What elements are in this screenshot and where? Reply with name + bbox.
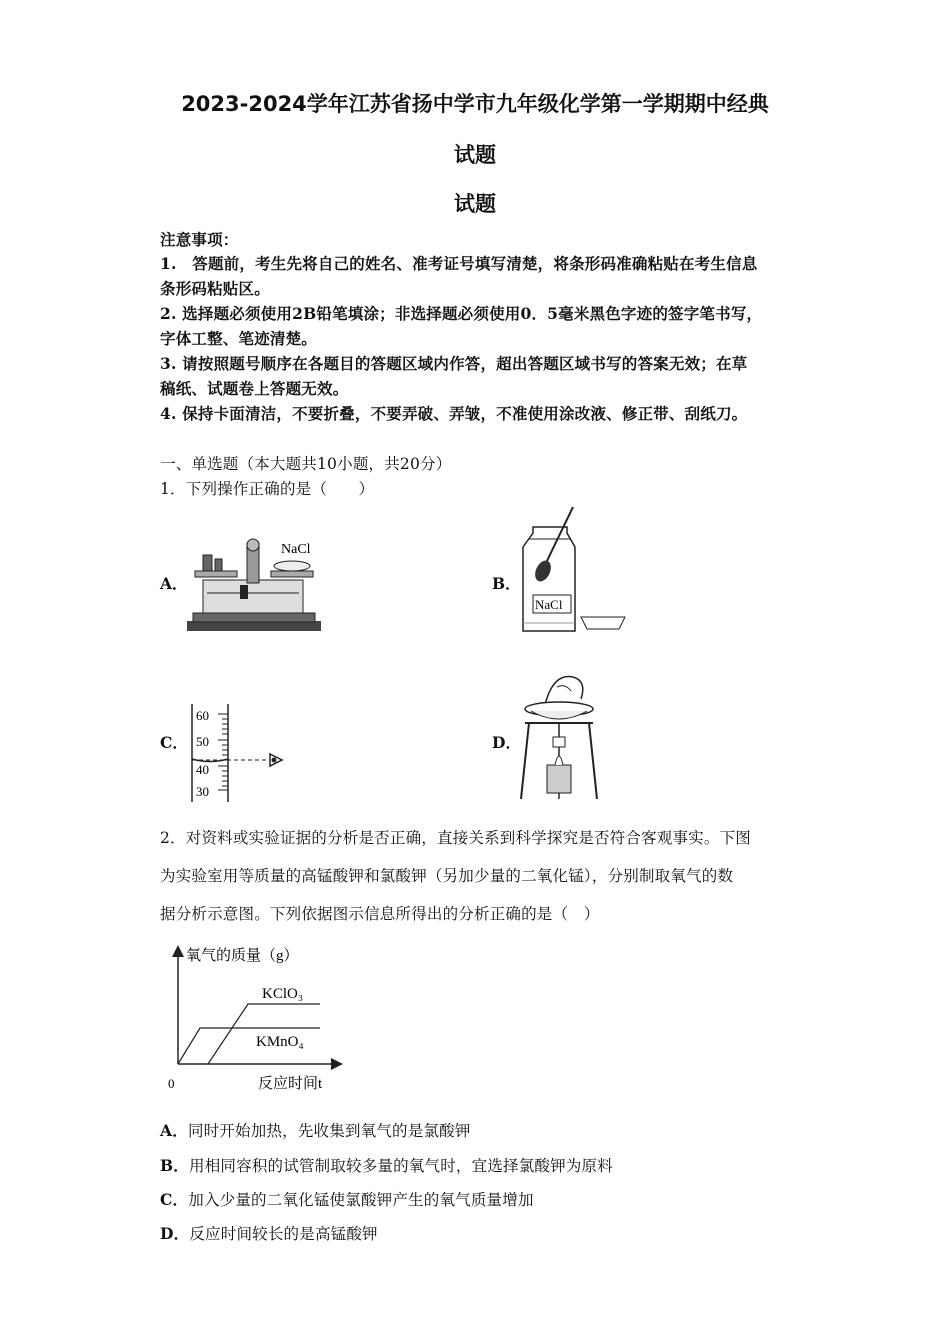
q1-option-a-label: A． [160,574,188,593]
nacl-label-a: NaCl [281,542,311,557]
q2-option-b: B．用相同容积的试管制取较多量的氧气时，宜选择氯酸钾为原料 [160,1156,613,1175]
q2-stem-line: 为实验室用等质量的高锰酸钾和氯酸钾（另加少量的二氧化锰），分别制取氧气的数 [160,867,734,885]
cylinder-figure [188,702,298,804]
q2-option-d: D．反应时间较长的是高锰酸钾 [160,1224,378,1243]
chart-ylabel: 氧气的质量（g） [186,948,299,964]
q1-option-d-label: D． [492,733,521,752]
notice-line: 4. 保持卡面清洁，不要折叠，不要弄破、弄皱，不准使用涂改液、修正带、刮纸刀。 [160,404,748,423]
reagent-bottle-figure [515,505,635,637]
q2-option-c: C．加入少量的二氧化锰使氯酸钾产生的氧气质量增加 [160,1190,534,1209]
tick-label: 40 [196,762,209,777]
tick-label: 60 [196,708,209,723]
chart-origin: 0 [168,1076,175,1091]
balance-figure [185,535,330,635]
notice-line: 1. 答题前，考生先将自己的姓名、准考证号填写清楚，将条形码准确粘贴在考生信息 [160,254,758,273]
q2-option-a: A．同时开始加热，先收集到氧气的是氯酸钾 [160,1121,471,1140]
q1-option-c-label: C． [160,733,188,752]
exam-title-line1: 2023-2024学年江苏省扬中学市九年级化学第一学期期中经典 [181,92,769,116]
q2-stem-line: 据分析示意图。下列依据图示信息所得出的分析正确的是（ ） [160,905,600,923]
nacl-label-b: NaCl [535,597,563,612]
q2-stem-line: 2．对资料或实验证据的分析是否正确，直接关系到科学探究是否符合客观事实。下图 [160,829,751,847]
notice-line: 2. 选择题必须使用2B铅笔填涂；非选择题必须使用0．5毫米黑色字迹的签字笔书写， [160,304,763,323]
q1-option-b-label: B． [492,574,521,593]
notice-heading: 注意事项： [160,230,239,249]
evaporation-figure [515,665,605,803]
notice-line: 条形码粘贴区。 [160,279,270,298]
series-label-kclo3: KClO₃ [262,986,304,1002]
section-heading: 一、单选题（本大题共10小题，共20分） [160,455,452,473]
oxygen-mass-chart [160,940,360,1100]
notice-line: 字体工整、笔迹清楚。 [160,329,318,348]
exam-title-line3: 试题 [454,192,496,216]
tick-label: 50 [196,734,209,749]
exam-title-line2: 试题 [454,143,496,167]
tick-label: 30 [196,784,209,799]
notice-line: 3. 请按照题号顺序在各题目的答题区域内作答，超出答题区域书写的答案无效；在草 [160,354,748,373]
series-label-kmno4: KMnO₄ [256,1034,304,1050]
notice-line: 稿纸、试题卷上答题无效。 [160,379,349,398]
q1-stem: 1．下列操作正确的是（ ） [160,480,375,498]
chart-xlabel: 反应时间t [258,1076,323,1092]
